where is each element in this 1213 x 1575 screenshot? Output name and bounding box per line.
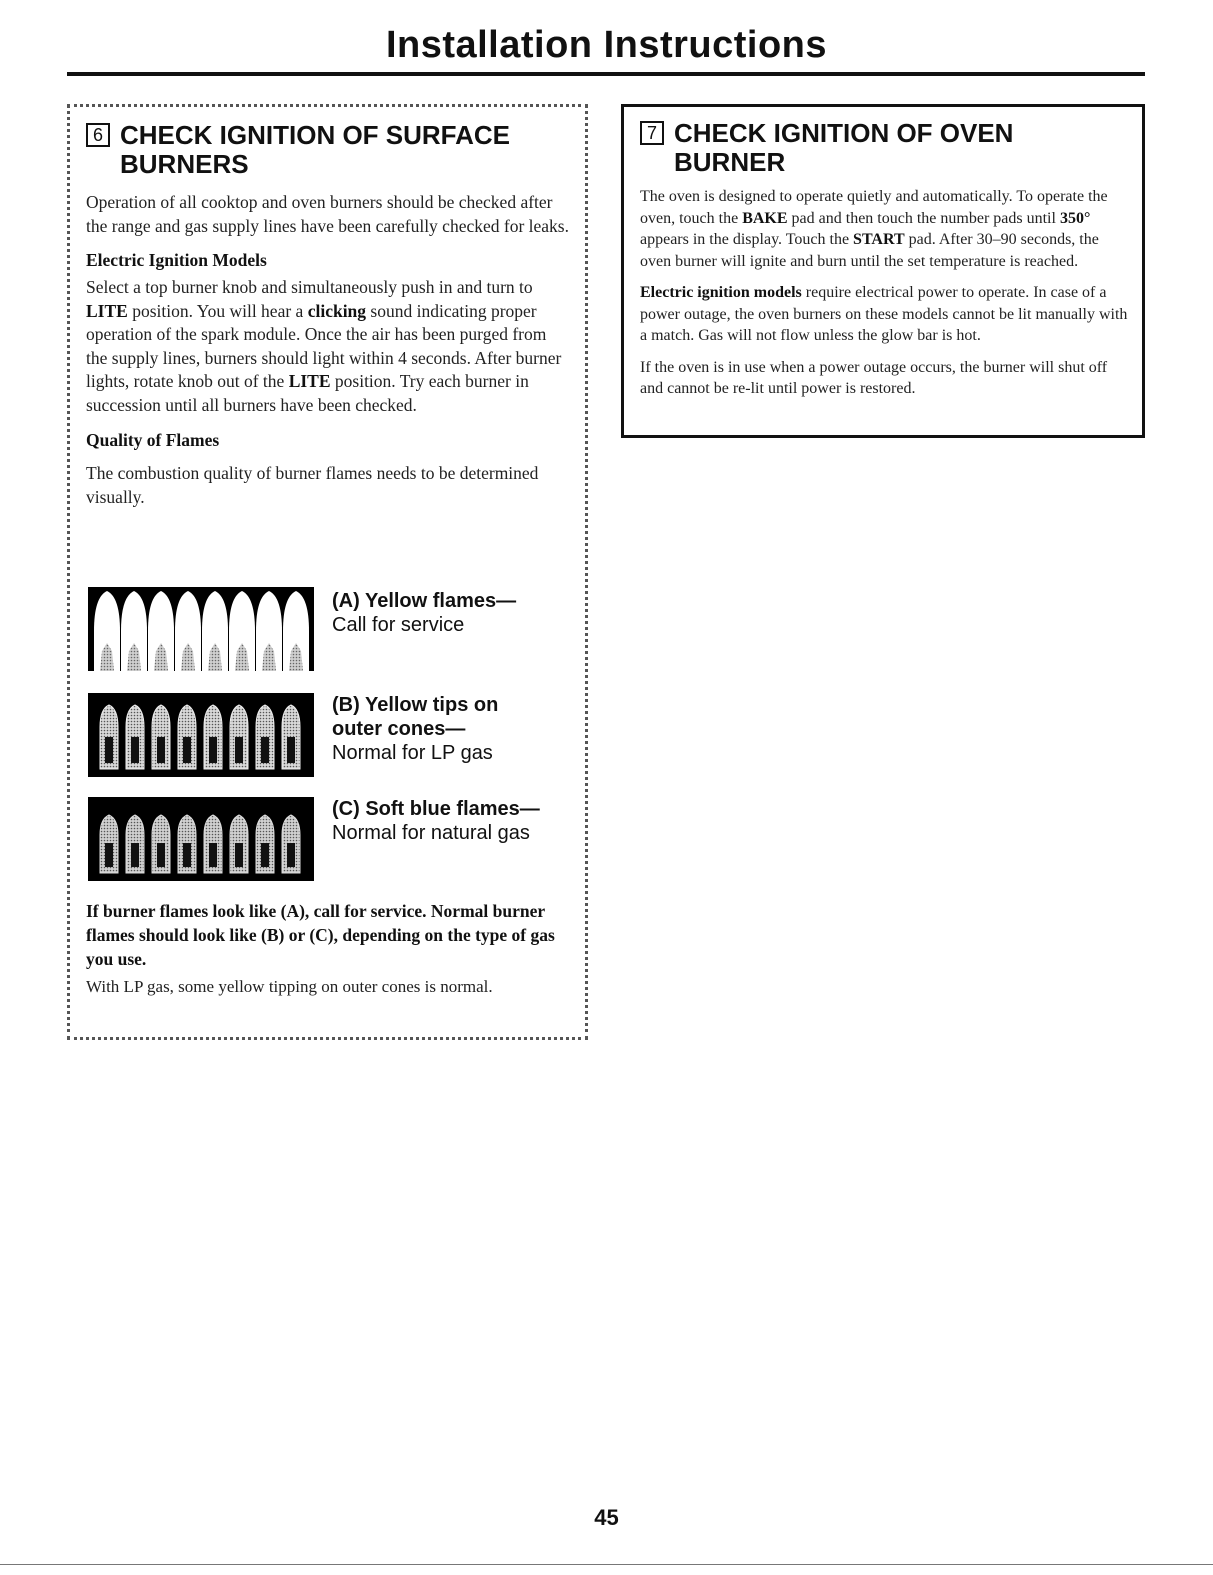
- section-oven-burner: [621, 104, 1145, 438]
- flame-summary: If burner flames look like (A), call for service. Normal burner flames should look like (B) or (C), depending on the type of gas you use.: [86, 901, 555, 969]
- lp-gas-note: With LP gas, some yellow tipping on outer cones is normal.: [86, 977, 493, 996]
- power-outage-text: If the oven is in use when a power outage occurs, the burner will shut off and cannot be re-lit until power is restored.: [640, 358, 1108, 397]
- oven-operation-text: The oven is designed to operate quietly and automatically. To operate the oven, touch the BAKE pad and then touch the number pads until 350° appears in the display. Touch the START pad. After 30–90 seconds, the oven burner will ignite and burn until the set temperature is reached.: [640, 188, 1108, 270]
- flame-b-caption: [332, 693, 572, 765]
- soft-blue-flames-image: [88, 797, 314, 881]
- flame-a-desc: Call for service: [332, 614, 465, 636]
- flame-c-desc: Normal for natural gas: [332, 822, 530, 844]
- title-rule: [67, 72, 1145, 76]
- page-title: Installation Instructions: [385, 24, 828, 66]
- flame-b-desc: Normal for LP gas: [332, 742, 493, 764]
- section-6-content: [86, 121, 572, 509]
- page-number: 45: [594, 1505, 619, 1530]
- electric-ignition-text: Select a top burner knob and simultaneously push in and turn to LITE position. You will hear a clicking sound indicating proper operation of the spark module. Once the air has been purged from the supply lines, burners should light within 4 seconds. After burner lights, rotate knob out of the LITE position. Try each burner in succession until all burners have been checked.: [86, 277, 562, 415]
- yellow-flames-image: [88, 587, 314, 671]
- section-7-title: CHECK IGNITION OF OVEN BURNER: [674, 118, 1014, 177]
- flame-c-label: (C) Soft blue flames—: [332, 798, 540, 820]
- section-6-heading: [86, 121, 572, 179]
- section-6-title: CHECK IGNITION OF SURFACE BURNERS: [120, 120, 511, 179]
- section-7-content: [640, 119, 1130, 400]
- quality-of-flames-text: The combustion quality of burner flames needs to be determined visually.: [86, 463, 539, 507]
- section-6-intro: Operation of all cooktop and oven burners should be checked after the range and gas supply lines have been carefully checked for leaks.: [86, 192, 569, 236]
- section-surface-burners: [67, 104, 588, 1040]
- step-number-badge: 7: [640, 121, 664, 145]
- quality-of-flames-heading: Quality of Flames: [86, 430, 220, 450]
- flame-c-caption: [332, 797, 572, 845]
- flame-a-label: (A) Yellow flames—: [332, 590, 517, 612]
- electric-ignition-oven-text: Electric ignition models require electrical power to operate. In case of a power outage, the oven burners on these models cannot be lit manually with a match. Gas will not flow unless the glow bar is hot.: [640, 284, 1128, 344]
- flame-a-caption: [332, 589, 572, 637]
- flame-b-label: (B) Yellow tips on outer cones—: [332, 694, 499, 740]
- yellow-tips-flames-image: [88, 693, 314, 777]
- bottom-rule: [0, 1564, 1213, 1565]
- electric-ignition-heading: Electric Ignition Models: [86, 250, 267, 270]
- section-7-heading: [640, 119, 1130, 177]
- step-number-badge: 6: [86, 123, 110, 147]
